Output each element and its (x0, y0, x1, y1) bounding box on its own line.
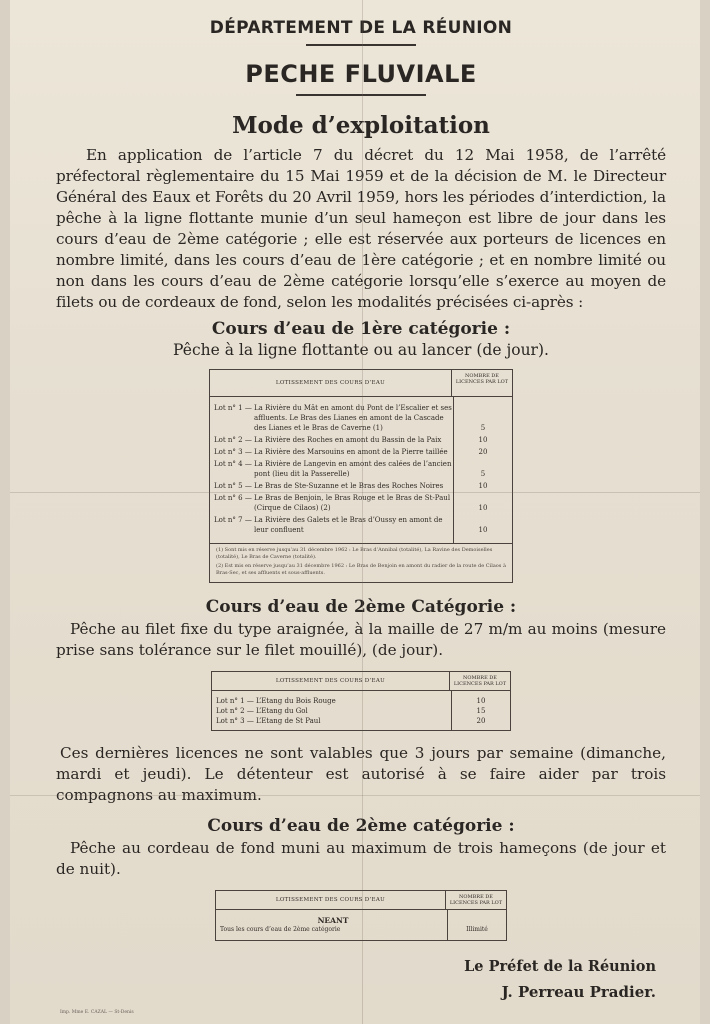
section3-text: Pêche au cordeau de fond muni au maximum de trois hameçons (de jour et de nuit). (56, 839, 666, 878)
table-col-lots: LOTISSEMENT DES COURS D’EAU (275, 678, 386, 684)
table-col-licences: NOMBRE DE LICENCES PAR LOT (445, 891, 506, 909)
lot-licences: 10 (478, 504, 488, 512)
lot-licences: 10 (476, 697, 486, 705)
table-col-lots: LOTISSEMENT DES COURS D’EAU (275, 380, 386, 386)
table-header (210, 370, 512, 397)
lot-description: L’Etang du Bois Rouge (256, 697, 336, 705)
table-col-divider (451, 691, 510, 730)
table-header (216, 891, 506, 910)
lot-description: L’Etang de St Paul (256, 717, 321, 725)
lot-licences: 10 (478, 436, 488, 444)
lot-number: Lot n° 2 — (214, 436, 252, 444)
lot-number: Lot n° 3 — (216, 717, 254, 725)
department-heading: DÉPARTEMENT DE LA RÉUNION (209, 18, 513, 38)
table-body (212, 691, 510, 730)
section3-title: Cours d’eau de 2ème catégorie : (207, 816, 515, 836)
poster (10, 0, 700, 1024)
lot-description: L’Etang du Gol (256, 707, 308, 715)
table-body (216, 910, 506, 940)
table-col-divider (453, 397, 512, 543)
title-rule (296, 94, 426, 96)
table-note: (1) Sont mis en réserve jusqu’au 31 décembre 1962 : Le Bras d’Annibal (totalité), La Ravine des Demoiselles (totalité), Le Bras de Caverne (totalité). (216, 547, 493, 560)
lot-number: Lot n° 2 — (216, 707, 254, 715)
section1-title: Cours d’eau de 1ère catégorie : (211, 319, 511, 339)
table-body (210, 397, 512, 543)
lot-description: La Rivière des Marsouins en amont de la Pierre taillée (254, 448, 448, 456)
section1-table (209, 369, 513, 583)
lot-number: Lot n° 7 — (214, 516, 252, 524)
section2-text: Pêche au filet fixe du type araignée, à la maille de 27 m/m au moins (mesure prise sans tolérance sur le filet mouillé), (de jour). (56, 620, 666, 659)
lot-number: Lot n° 4 — (214, 460, 252, 468)
table-col-licences: NOMBRE DE LICENCES PAR LOT (449, 672, 510, 690)
signature-block (464, 958, 656, 1001)
lot-licences: 10 (478, 526, 488, 534)
poster-subtitle: Mode d’exploitation (232, 112, 490, 139)
lot-licences: 5 (480, 424, 486, 432)
lot-licences: 20 (478, 448, 488, 456)
lot-description: La Rivière des Roches en amont du Bassin de la Paix (254, 436, 442, 444)
lot-licences: 15 (476, 707, 486, 715)
lot-description: Tous les cours d’eau de 2ème catégorie (220, 926, 341, 933)
poster-title: PECHE FLUVIALE (245, 60, 477, 88)
lot-description: Le Bras de Ste-Suzanne et le Bras des Roches Noires (254, 482, 444, 490)
signature-title: Le Préfet de la Réunion (464, 958, 656, 975)
lot-licences: Illimité (466, 926, 488, 933)
lot-description: Le Bras de Benjoin, le Bras Rouge et le Bras de St-Paul (Cirque de Cilaos) (2) (254, 494, 451, 512)
lot-licences: 10 (478, 482, 488, 490)
lot-number: Lot n° 3 — (214, 448, 252, 456)
intro-paragraph: En application de l’article 7 du décret du 12 Mai 1958, de l’arrêté préfectoral règlementaire du 15 Mai 1959 et de la décision de M. le Directeur Général des Eaux et Forêts du 20 Avril 1959, hors les périodes d’interdiction, la pêche à la ligne flottante munie d’un seul hameçon est libre de jour dans les cours d’eau de 2ème catégorie ; elle est réservée aux porteurs de licences en nombre limité, dans les cours d’eau de 1ère catégorie ; et en nombre limité ou non dans les cours d’eau de 2ème catégorie lorsqu’elle s’exerce au moyen de filets ou de cordeaux de fond, selon les modalités précisées ci-après : (56, 146, 666, 311)
fold-line-horizontal-lower (10, 795, 700, 796)
lot-licences: 5 (480, 470, 486, 478)
section2-table (211, 671, 511, 731)
lot-number: Lot n° 6 — (214, 494, 252, 502)
heading-rule (306, 44, 416, 46)
lot-description: La Rivière des Galets et le Bras d’Oussy en amont de leur confluent (254, 516, 443, 534)
lot-number: Lot n° 5 — (214, 482, 252, 490)
section1-subtitle: Pêche à la ligne flottante ou au lancer (de jour). (173, 341, 549, 359)
table-col-licences: NOMBRE DE LICENCES PAR LOT (451, 370, 512, 396)
lot-number: Lot n° 1 — (216, 697, 254, 705)
section2-title: Cours d’eau de 2ème Catégorie : (205, 597, 517, 617)
section3-table (215, 890, 507, 941)
signature-name: J. Perreau Pradier. (501, 983, 656, 1001)
lot-description: La Rivière du Mât en amont du Pont de l’Escalier et ses affluents. Le Bras des Lianes en amont de la Cascade des Lianes et le Bras de Caverne (1) (254, 404, 452, 432)
lot-description: La Rivière de Langevin en amont des calées de l’ancien pont (lieu dit la Passerelle) (254, 460, 452, 478)
table-col-lots: LOTISSEMENT DES COURS D’EAU (275, 897, 386, 903)
section2-after-text: Ces dernières licences ne sont valables que 3 jours par semaine (dimanche, mardi et jeudi). Le détenteur est autorisé à se faire aider par trois compagnons au maximum. (56, 744, 666, 804)
lot-number: Lot n° 1 — (214, 404, 252, 412)
printer-imprint: Imp. Mme E. CAZAL — St-Denis (60, 1010, 134, 1015)
table-notes (210, 543, 512, 582)
table-col-divider (447, 910, 506, 940)
table-header (212, 672, 510, 691)
lot-licences: 20 (476, 717, 486, 725)
table-note: (2) Est mis en réserve jusqu’au 31 décembre 1962 : Le Bras de Benjoin en amont du radier de la route de Cilaos à Bras-Sec, et ses affluents et sous-affluents. (216, 563, 506, 576)
table-empty-value: NEANT (317, 916, 349, 925)
